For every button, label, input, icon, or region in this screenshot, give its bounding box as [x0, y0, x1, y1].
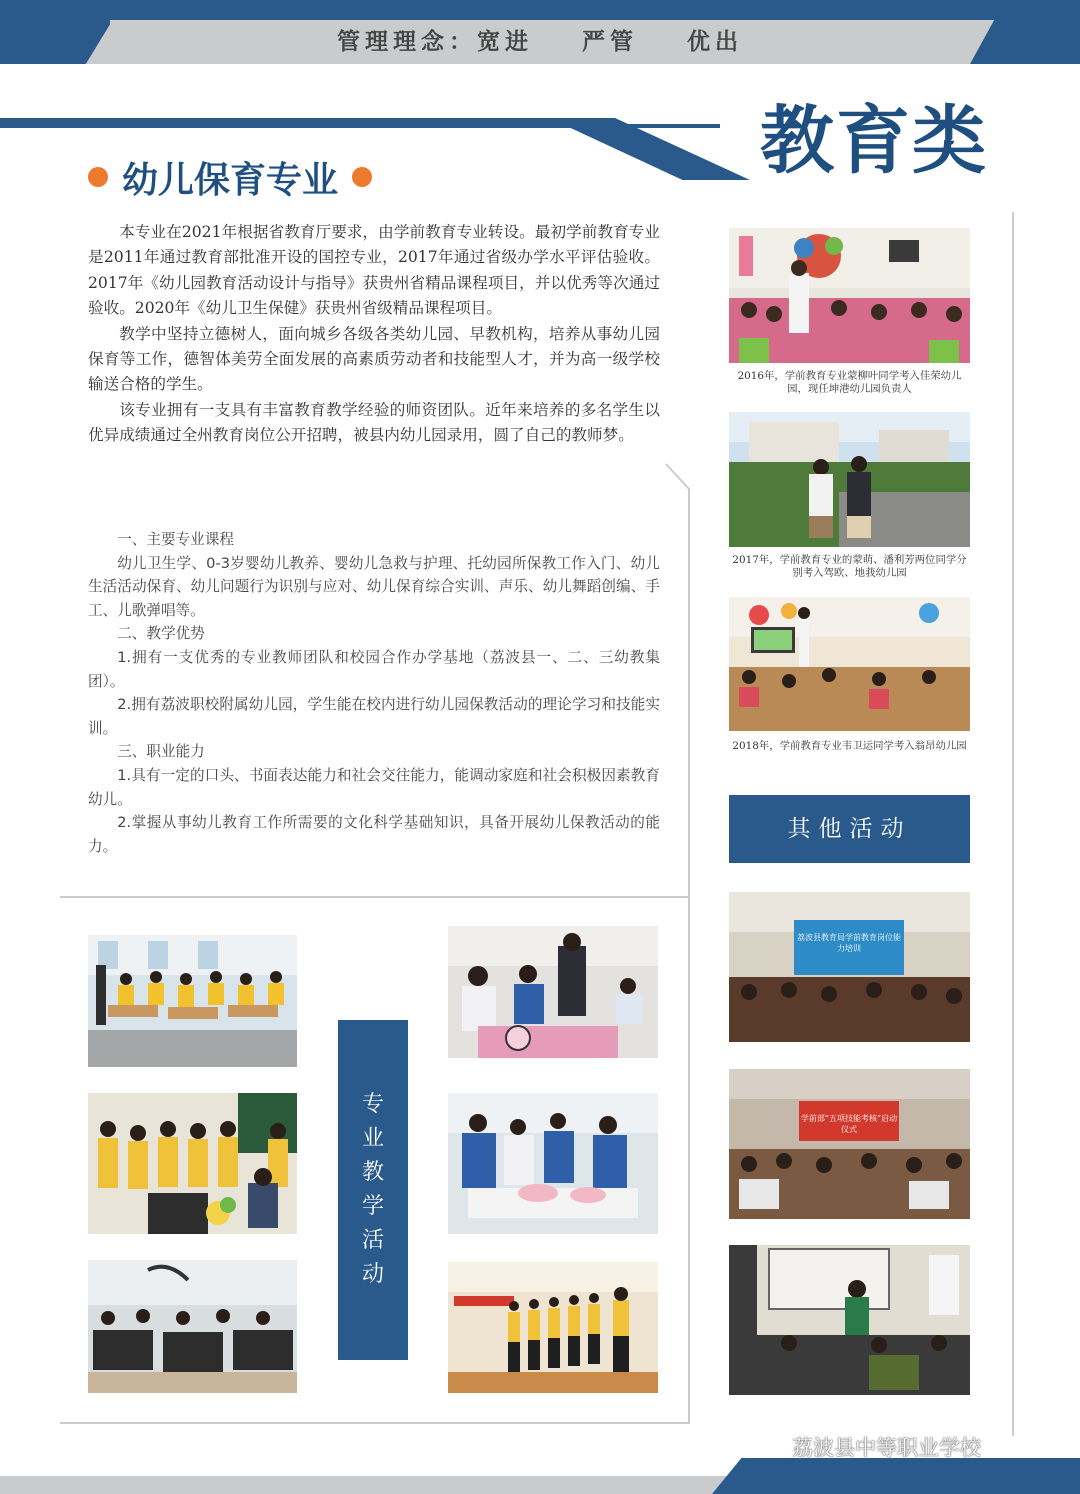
section-title-text: 幼儿保育专业	[122, 158, 339, 201]
vlabel-char: 动	[361, 1262, 384, 1287]
caption-2016: 2016年，学前教育专业蒙柳叶同学考入佳荣幼儿园，现任坤港幼儿园负责人	[737, 370, 962, 395]
top-band	[0, 0, 1080, 20]
motto-part-1: 管理理念：宽进	[336, 29, 533, 55]
photo-other-music	[729, 1245, 970, 1395]
vlabel-char: 活	[361, 1228, 384, 1253]
photo-other-training	[729, 892, 970, 1042]
ability-2: 2.掌握从事幼儿教育工作所需要的文化科学基础知识，具备开展幼儿保教活动的能力。	[88, 814, 660, 855]
photo-dance-class	[448, 1262, 658, 1393]
teaching-activities-label	[338, 1020, 408, 1360]
photo-graduate-2018	[729, 597, 970, 731]
category-title: 教育类	[760, 98, 988, 184]
caption-2018: 2018年，学前教育专业韦卫运同学考入翁昂幼儿园	[732, 740, 967, 752]
photo-piano-class	[88, 1260, 297, 1393]
heading-advantages: 二、教学优势	[117, 625, 205, 643]
intro-paragraph: 教学中坚持立德树人，面向城乡各级各类幼儿园、早教机构，培养从事幼儿园保育等工作，德智体美劳全面发展的高素质劳动者和技能型人才，并为高一级学校输送合格的学生。	[88, 324, 660, 394]
photo-other-assessment	[729, 1069, 970, 1219]
intro-text	[88, 220, 660, 449]
motto	[0, 20, 1080, 64]
photo-sign-training: 荔波县教育局学前教育岗位能力培训	[797, 933, 901, 953]
photo-craft-class	[448, 926, 658, 1058]
photo-sign-assessment: 学前部“五项技能考核”启动仪式	[800, 1114, 898, 1134]
vlabel-char: 教	[361, 1160, 384, 1185]
photo-classroom-1	[88, 935, 297, 1067]
ability-1: 1.具有一定的口头、书面表达能力和社会交往能力，能调动家庭和社会积极因素教育幼儿。	[88, 766, 660, 808]
frame-line-bottom	[60, 1422, 690, 1424]
caption-2017: 2017年，学前教育专业的蒙萌、潘利芳两位同学分别考入驾欧、地莪幼儿园	[732, 554, 967, 579]
frame-line-section	[60, 896, 690, 898]
photo-graduate-2016	[729, 228, 970, 363]
section-title	[88, 152, 372, 202]
heading-abilities: 三、职业能力	[117, 743, 205, 761]
other-activities-label: 其他活动	[729, 795, 970, 863]
frame-corner	[664, 462, 692, 492]
frame-line-right	[1012, 212, 1014, 1436]
courses-text: 幼儿卫生学、0-3岁婴幼儿教养、婴幼儿急救与护理、托幼园所保教工作入门、幼儿生活活动保育、幼儿问题行为识别与应对、幼儿保育综合实训、声乐、幼儿舞蹈创编、手工、儿歌弹唱等。	[88, 554, 660, 619]
motto-part-2: 严管	[582, 29, 638, 55]
watermark-text: 荔波县中等职业学校	[792, 1436, 981, 1460]
wechat-icon	[760, 1435, 784, 1459]
watermark	[760, 1430, 981, 1464]
program-details	[88, 528, 660, 858]
vlabel-char: 学	[361, 1194, 384, 1219]
vlabel-char: 业	[361, 1126, 384, 1151]
photo-singing-class	[88, 1093, 297, 1234]
intro-paragraph: 本专业在2021年根据省教育厅要求，由学前教育专业转设。最初学前教育专业是2011年通过教育部批准开设的国控专业，2017年通过省级办学水平评估验收。2017年《幼儿园教育活动设计与指导》获贵州省精品课程项目，并以优秀等次通过验收。2020年《幼儿卫生保健》获贵州省级精品课程项目。	[88, 223, 660, 318]
photo-infant-care-class	[448, 1093, 658, 1234]
advantage-2: 2.拥有荔波职校附属幼儿园，学生能在校内进行幼儿园保教活动的理论学习和技能实训。	[88, 696, 660, 737]
photo-graduate-2017	[729, 412, 970, 547]
frame-line-middle	[688, 488, 690, 1424]
intro-paragraph: 该专业拥有一支具有丰富教育教学经验的师资团队。近年来培养的多名学生以优异成绩通过全州教育岗位公开招聘，被县内幼儿园录用，圆了自己的教师梦。	[88, 400, 660, 445]
title-stripe-line	[0, 124, 720, 128]
bullet-dot-left	[88, 167, 108, 187]
heading-courses: 一、主要专业课程	[117, 531, 234, 548]
vlabel-char: 专	[361, 1092, 384, 1117]
bullet-dot-right	[352, 167, 372, 187]
advantage-1: 1.拥有一支优秀的专业教师团队和校园合作办学基地（荔波县一、二、三幼教集团）。	[88, 648, 660, 690]
motto-part-3: 优出	[687, 29, 744, 55]
